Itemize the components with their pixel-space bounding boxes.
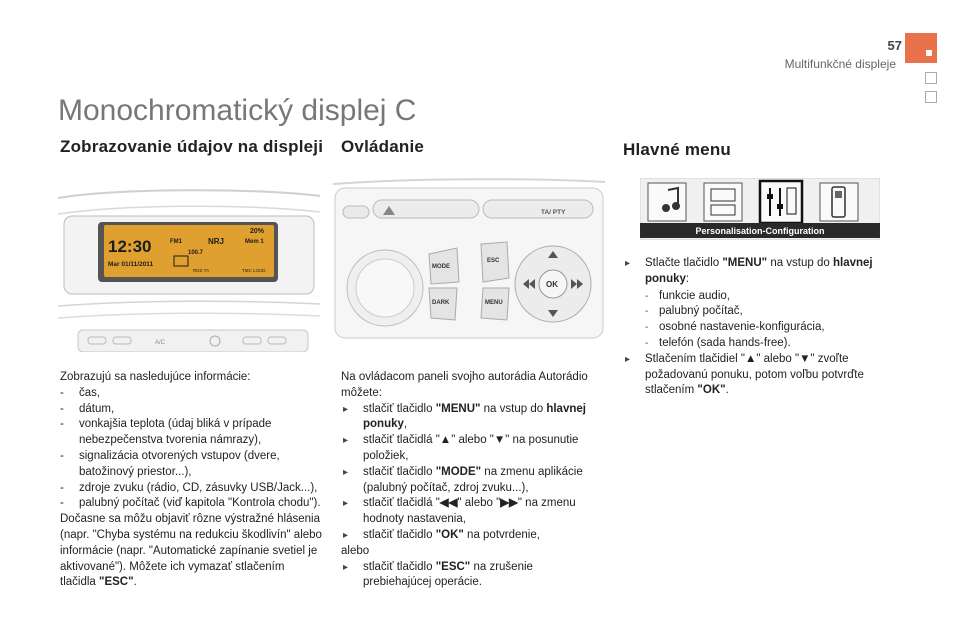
- list-item: - telefón (sada hands-free).: [645, 336, 893, 352]
- list-item: ▸ stlačiť tlačidlá "▲" alebo "▼" na posunutie položiek,: [341, 433, 603, 465]
- menu-label: Personalisation-Configuration: [695, 226, 825, 236]
- list-item: ▸ Stlačením tlačidiel "▲" alebo "▼" zvoľte požadovanú ponuku, potom voľbu potvrďte stlačením "OK".: [623, 352, 893, 399]
- controls-or: alebo: [341, 544, 370, 557]
- tab-box: [925, 72, 937, 84]
- controls-list: [341, 402, 603, 544]
- control-panel-illustration: [333, 178, 605, 346]
- section-heading-main-menu: Hlavné menu: [623, 140, 732, 159]
- display-note: Dočasne sa môžu objaviť rôzne výstražné hlásenia (napr. "Chyba systému na redukciu škodlivín" alebo informácie (napr. "Automatické zapínanie svetiel je aktivované"). Môžete ich vymazať stlačením tlačidla "ESC".: [60, 513, 322, 589]
- screen-source: FM1: [170, 239, 182, 245]
- display-info-text: [60, 370, 322, 591]
- tab-box: [925, 91, 937, 103]
- controls-text: [341, 370, 603, 591]
- svg-text:DARK: DARK: [432, 300, 450, 306]
- ta-pty-label: TA/ PTY: [541, 209, 566, 216]
- list-item: ▸ Stlačte tlačidlo "MENU" na vstup do hlavnej ponuky: - funkcie audio, - palubný počítač, - osobné nastavenie-konfigurácia, - telefón (sada hands-free).: [623, 256, 893, 352]
- screen-percent: 20%: [250, 228, 265, 235]
- ac-label: A/C: [155, 340, 166, 346]
- settings-sliders-icon: [760, 181, 802, 223]
- list-item: - palubný počítač,: [645, 304, 893, 320]
- page-title: Monochromatický displej C: [58, 94, 417, 127]
- screen-time: 12:30: [108, 237, 152, 256]
- screen-frequency: 100.7: [188, 250, 204, 256]
- list-item: - funkcie audio,: [645, 289, 893, 305]
- section-heading-controls: Ovládanie: [341, 137, 425, 156]
- main-menu-illustration: [640, 178, 880, 240]
- chapter-tab: [905, 33, 937, 63]
- page-header: Multifunkčné displeje: [784, 57, 896, 71]
- display-intro: Zobrazujú sa nasledujúce informácie:: [60, 371, 251, 383]
- list-item: ▸ stlačiť tlačidlo "OK" na potvrdenie,: [341, 528, 603, 544]
- section-heading-display: Zobrazovanie údajov na displeji: [60, 137, 324, 156]
- menu-sub-list: [645, 289, 893, 352]
- screen-loud: TMC LOUD: [242, 268, 266, 273]
- display-info-list: [60, 386, 322, 512]
- tab-marker: [926, 50, 932, 56]
- screen-station: NRJ: [208, 237, 225, 246]
- list-item: - osobné nastavenie-konfigurácia,: [645, 320, 893, 336]
- list-item: - signalizácia otvorených vstupov (dvere, batožinový priestor...),: [60, 449, 322, 481]
- main-menu-list: [623, 256, 893, 399]
- computer-icon: [704, 183, 742, 221]
- page-number: 57: [887, 38, 902, 53]
- list-item: - dátum,: [60, 402, 322, 418]
- svg-text:MODE: MODE: [432, 264, 450, 270]
- list-item: - zdroje zvuku (rádio, CD, zásuvky USB/Jack...),: [60, 481, 322, 497]
- dashboard-display-illustration: [58, 180, 320, 352]
- list-item: - palubný počítač (viď kapitola "Kontrola chodu").: [60, 496, 322, 512]
- screen-memory: Mem 1: [245, 239, 264, 245]
- list-item: ▸ stlačiť tlačidlo "MODE" na zmenu aplikácie (palubný počítač, zdroj zvuku...),: [341, 465, 603, 497]
- phone-icon: [820, 183, 858, 221]
- list-item: ▸ stlačiť tlačidlo "MENU" na vstup do hlavnej ponuky,: [341, 402, 603, 434]
- svg-text:ESC: ESC: [487, 258, 500, 264]
- main-menu-text: [623, 256, 893, 399]
- music-icon: [648, 183, 686, 221]
- screen-date: Mar 01/11/2011: [108, 261, 154, 268]
- svg-text:OK: OK: [546, 280, 558, 289]
- controls-intro: Na ovládacom paneli svojho autorádia Autorádio môžete:: [341, 371, 588, 399]
- list-item: - vonkajšia teplota (údaj bliká v prípade nebezpečenstva tvorenia námrazy),: [60, 417, 322, 449]
- list-item: ▸ stlačiť tlačidlá "◀◀" alebo "▶▶" na zmenu hodnoty nastavenia,: [341, 496, 603, 528]
- list-item: - čas,: [60, 386, 322, 402]
- list-item: ▸ stlačiť tlačidlo "ESC" na zrušenie prebiehajúcej operácie.: [341, 560, 603, 592]
- screen-rds: RDS TA: [193, 268, 210, 273]
- svg-text:MENU: MENU: [485, 300, 503, 306]
